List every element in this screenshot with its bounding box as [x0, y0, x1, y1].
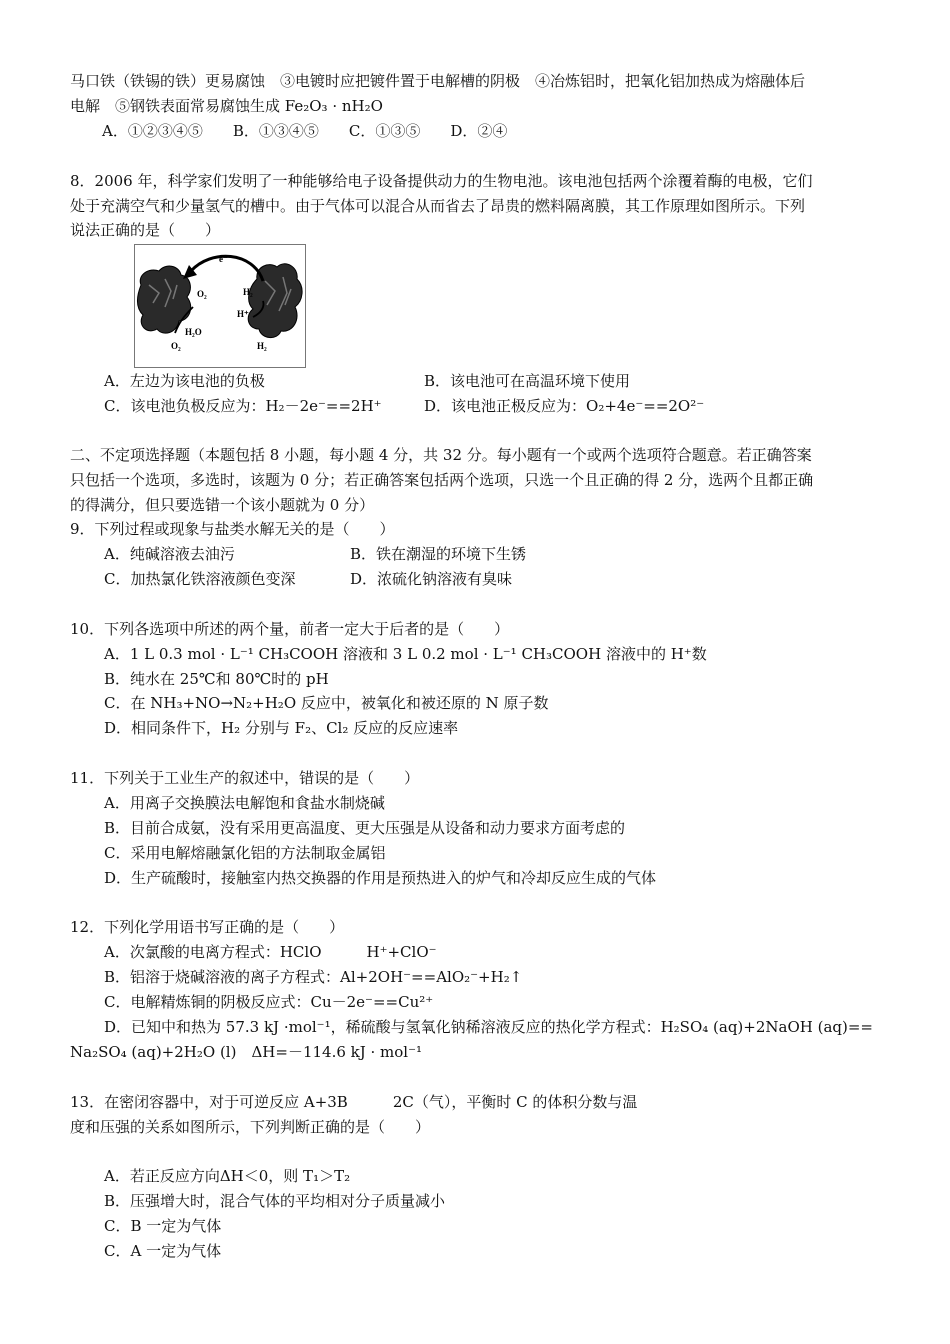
h2-bottom-label: H₂: [257, 341, 267, 351]
q7-continued-line-1: 马口铁（铁锡的铁）更易腐蚀 ③电镀时应把镀件置于电解槽的阴极 ④冶炼铝时，把氧化铝加热成为熔融体后: [70, 72, 806, 90]
bio-battery-figure: [134, 244, 306, 368]
o2-top-label: O₂: [197, 289, 207, 299]
q9-option-c: C．加热氯化铁溶液颜色变深: [104, 570, 296, 588]
q11-option-a: A．用离子交换膜法电解饱和食盐水制烧碱: [104, 794, 385, 812]
q12-stem: 12．下列化学用语书写正确的是（ ）: [70, 918, 345, 936]
h2o-label: H₂O: [185, 327, 202, 337]
q11-option-c: C．采用电解熔融氯化铝的方法制取金属铝: [104, 844, 386, 862]
q7-options: A．①②③④⑤ B．①③④⑤ C．①③⑤ D．②④: [102, 122, 508, 140]
electron-label: e⁻: [219, 254, 228, 264]
o2-bottom-label: O₂: [171, 341, 181, 351]
h-plus-label: H⁺: [237, 309, 249, 319]
q9-option-a: A．纯碱溶液去油污: [104, 545, 235, 563]
q12-option-d-line-2: Na₂SO₄ (aq)+2H₂O (l) ΔH=－114.6 kJ · mol⁻¹: [70, 1043, 423, 1061]
q8-option-d: D．该电池正极反应为：O₂+4e⁻==2O²⁻: [424, 397, 705, 415]
right-enzyme-blob: [248, 264, 302, 338]
q13-option-a: A．若正反应方向ΔH＜0，则 T₁＞T₂: [104, 1167, 351, 1185]
q8-stem-line-2: 处于充满空气和少量氢气的槽中。由于气体可以混合从而省去了昂贵的燃料隔离膜，其工作原理如图所示。下列: [70, 197, 806, 215]
q10-option-a: A．1 L 0.3 mol · L⁻¹ CH₃COOH 溶液和 3 L 0.2 mol · L⁻¹ CH₃COOH 溶液中的 H⁺数: [104, 645, 707, 663]
q8-stem-line-3: 说法正确的是（ ）: [70, 221, 221, 239]
q12-option-c: C．电解精炼铜的阴极反应式：Cu－2e⁻==Cu²⁺: [104, 993, 434, 1011]
q8-option-c: C．该电池负极反应为：H₂－2e⁻==2H⁺: [104, 397, 382, 415]
q9-stem: 9．下列过程或现象与盐类水解无关的是（ ）: [70, 520, 395, 538]
q12-option-a: A．次氯酸的电离方程式：HClO H⁺+ClO⁻: [104, 943, 437, 961]
q8-option-b: B．该电池可在高温环境下使用: [424, 372, 631, 390]
q8-option-a: A．左边为该电池的负极: [104, 372, 265, 390]
q13-stem-line-2: 度和压强的关系如图所示，下列判断正确的是（ ）: [70, 1118, 431, 1136]
q13-option-c: C．B 一定为气体: [104, 1217, 222, 1235]
q13-option-b: B．压强增大时，混合气体的平均相对分子质量减小: [104, 1192, 446, 1210]
q11-option-d: D．生产硫酸时，接触室内热交换器的作用是预热进入的炉气和冷却反应生成的气体: [104, 869, 657, 887]
section-2-heading-line-3: 的得满分，但只要选错一个该小题就为 0 分）: [70, 496, 375, 514]
q13-stem-line-1: 13．在密闭容器中，对于可逆反应 A+3B 2C（气），平衡时 C 的体积分数与温: [70, 1093, 638, 1111]
q11-option-b: B．目前合成氨，没有采用更高温度、更大压强是从设备和动力要求方面考虑的: [104, 819, 626, 837]
q10-option-b: B．纯水在 25℃和 80℃时的 pH: [104, 670, 329, 688]
h2-top-label: H₂: [243, 287, 253, 297]
section-2-heading-line-1: 二、不定项选择题（本题包括 8 小题，每小题 4 分，共 32 分。每小题有一个或两个选项符合题意。若正确答案: [70, 446, 812, 464]
q10-option-d: D．相同条件下，H₂ 分别与 F₂、Cl₂ 反应的反应速率: [104, 719, 459, 737]
q8-stem-line-1: 8．2006 年，科学家们发明了一种能够给电子设备提供动力的生物电池。该电池包括两个涂覆着酶的电极，它们: [70, 172, 813, 190]
section-2-heading-line-2: 只包括一个选项，多选时，该题为 0 分；若正确答案包括两个选项，只选一个且正确的得 2 分，选两个且都正确: [70, 471, 814, 489]
q11-stem: 11．下列关于工业生产的叙述中，错误的是（ ）: [70, 769, 420, 787]
left-enzyme-blob: [138, 266, 191, 333]
bio-battery-diagram: [135, 245, 305, 367]
q12-option-d-line-1: D．已知中和热为 57.3 kJ ·mol⁻¹，稀硫酸与氢氧化钠稀溶液反应的热化学方程式：H₂SO₄ (aq)+2NaOH (aq)==: [104, 1018, 873, 1036]
q7-continued-line-2: 电解 ⑤钢铁表面常易腐蚀生成 Fe₂O₃ · nH₂O: [70, 97, 383, 115]
q9-option-d: D．浓硫化钠溶液有臭味: [350, 570, 513, 588]
q13-option-d: C．A 一定为气体: [104, 1242, 222, 1260]
q10-option-c: C．在 NH₃+NO→N₂+H₂O 反应中，被氧化和被还原的 N 原子数: [104, 694, 549, 712]
q10-stem: 10．下列各选项中所述的两个量，前者一定大于后者的是（ ）: [70, 620, 510, 638]
q9-option-b: B．铁在潮湿的环境下生锈: [350, 545, 527, 563]
q12-option-b: B．铝溶于烧碱溶液的离子方程式：Al+2OH⁻==AlO₂⁻+H₂↑: [104, 968, 523, 986]
